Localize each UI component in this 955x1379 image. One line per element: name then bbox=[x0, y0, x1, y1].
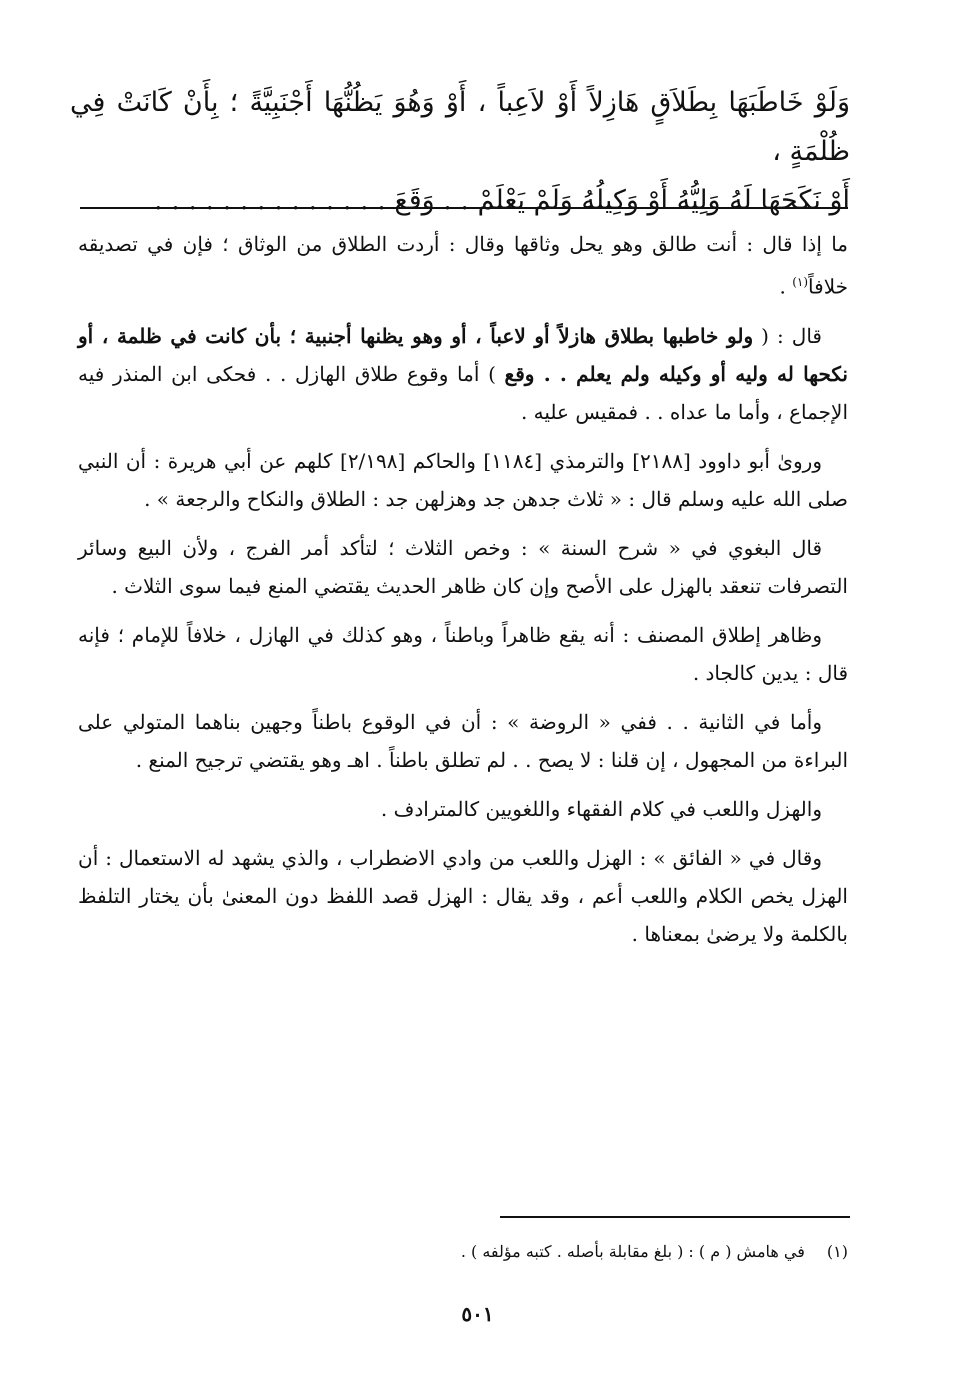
commentary-paragraph-4: قال البغوي في « شرح السنة » : وخص الثلاث ؛ لتأكد أمر الفرج ، ولأن البيع وسائر التصرفات تنعقد بالهزل على الأصح وإن كان ظاهر الحديث يقتضي المنع فيما سوى الثلاث . bbox=[78, 535, 848, 598]
commentary-paragraph-7: والهزل واللعب في كلام الفقهاء واللغويين كالمترادف . bbox=[380, 796, 822, 821]
commentary-paragraph-5: وظاهر إطلاق المصنف : أنه يقع ظاهراً وباطناً ، وهو كذلك في الهازل ، خلافاً للإمام ؛ فإنه قال : يدين كالجاد . bbox=[78, 622, 848, 685]
commentary-p2-intro: قال : ( bbox=[753, 323, 822, 348]
separator-rule bbox=[80, 207, 848, 209]
commentary-paragraph-8: وقال في « الفائق » : الهزل واللعب من وادي الاضطراب ، والذي يشهد له الاستعمال : أن الهزل يخص الكلام واللعب أعم ، وقد يقال : الهزل قصد اللفظ دون المعنىٰ بأن يختار التلفظ بالكلمة ولا يرضىٰ بمعناها . bbox=[78, 845, 848, 946]
footnote-ref[interactable]: (١) bbox=[792, 275, 809, 289]
commentary-paragraph-6: وأما في الثانية . . ففي « الروضة » : أن في الوقوع باطناً وجهين بناهما المتولي على البراءة من المجهول ، إن قلنا : لا يصح . . لم تطلق باطناً . اهـ وهو يقتضي ترجيح المنع . bbox=[78, 709, 848, 772]
footnote-rule bbox=[500, 1216, 850, 1218]
commentary-paragraph-1 bbox=[78, 225, 848, 306]
footnote-text: في هامش ( م ) : ( بلغ مقابلة بأصله . كتبه مؤلفه ) . bbox=[460, 1242, 805, 1261]
commentary-p1-end: . bbox=[779, 274, 793, 299]
commentary-p1-text: ما إذا قال : أنت طالق وهو يحل وثاقها وقال : أردت الطلاق من الوثاق ؛ فإن في تصديقه خلافاً bbox=[78, 232, 848, 299]
footnote-number: (١) bbox=[826, 1242, 848, 1261]
quoted-main-text: ولو خاطبها بطلاق هازلاً أو لاعباً ، أو وهو يظنها أجنبية ؛ بأن كانت في ظلمة ، أو نكحها له وليه أو وكيله ولم يعلم . . وقع bbox=[78, 323, 848, 386]
main-text bbox=[70, 78, 850, 225]
commentary-p2-rest: ) أما وقوع طلاق الهازل . . فحكى ابن المنذر فيه الإجماع ، وأما ما عداه . . فمقيس عليه . bbox=[78, 361, 848, 424]
commentary-paragraph-3: وروىٰ أبو داوود [٢١٨٨] والترمذي [١١٨٤] والحاكم [٢/١٩٨] كلهم عن أبي هريرة : أن النبي صلى الله عليه وسلم قال : « ثلاث جدهن جد وهزلهن جد : الطلاق والنكاح والرجعة » . bbox=[78, 448, 848, 511]
commentary bbox=[78, 225, 848, 964]
main-text-line-2: أَوْ نَكَحَهَا لَهُ وَلِيُّهُ أَوْ وَكِيلُهُ وَلَمْ يَعْلَمْ . . وَقَعَ . . . . . . . . . . . . . . bbox=[154, 185, 850, 216]
commentary-paragraph-2 bbox=[78, 317, 848, 431]
footnote bbox=[78, 1238, 848, 1266]
main-text-line-1: وَلَوْ خَاطَبَهَا بِطَلاَقٍ هَازِلاً أَوْ لاَعِباً ، أَوْ وَهُوَ يَظُنُّهَا أَجْنَبِيَّةً ؛ بِأَنْ كَانَتْ فِي ظُلْمَةٍ ، bbox=[70, 87, 850, 167]
page-number: ٥٠١ bbox=[461, 1302, 494, 1326]
